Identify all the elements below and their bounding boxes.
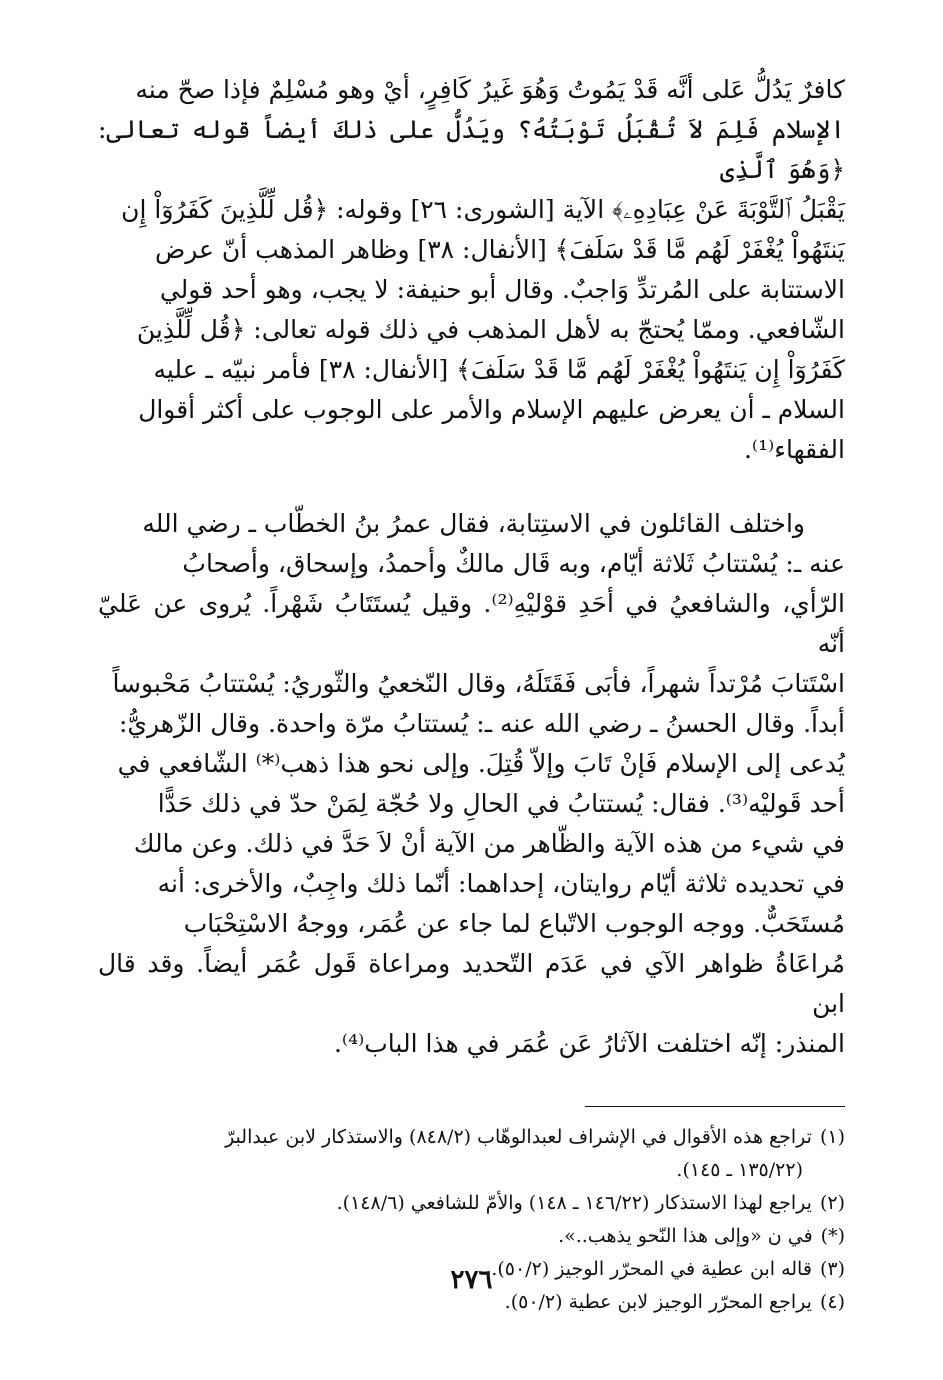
footnote-text: قاله ابن عطية في المحرّر الوجيز (٥٠/٢). — [491, 1258, 812, 1280]
text-line: مُستَحَبٌّ. ووجه الوجوب الاتّباع لما جاء عن عُمَر، ووجهُ الاسْتِحْبَاب — [183, 909, 845, 938]
text-line: المنذر: إنّه اختلفت الآثارُ عَن عُمَر في هذا الباب⁽⁴⁾. — [333, 1029, 845, 1058]
footnote-text: يراجع المحرّر الوجيز لابن عطية (٥٠/٢). — [504, 1291, 812, 1313]
text-line: في شيء من هذه الآية والظّاهر من الآية أنْ لاَ حَدَّ في ذلك. وعن مالك — [133, 829, 845, 858]
footnote-divider — [585, 1106, 845, 1107]
text-line: أحد قَوليْه⁽³⁾. فقال: يُستتابُ في الحالِ ولا حُجّة لِمَنْ حدّ في ذلك حَدًّا — [157, 789, 845, 818]
text-line: الإسلام فَلِمَ لاَ تُقْبَلُ تَوْبَتُهُ؟ ويَدُلُّ على ذلكَ أيضاً قوله تعالى: ﴿وَهُوَ ٱلَّذِى — [98, 115, 846, 184]
paragraph-1 — [98, 70, 845, 470]
footnote-1-continued: (١٣٥/٢٢ ـ ١٤٥). — [676, 1159, 803, 1181]
footnote-2 — [98, 1187, 845, 1220]
footnote-number: (١) — [819, 1126, 845, 1148]
footnote-text: يراجع لهذا الاستذكار (١٤٦/٢٢ ـ ١٤٨) والأمّ للشافعي (١٤٨/٦). — [336, 1192, 812, 1214]
footnote-star — [98, 1220, 845, 1253]
footnote-divider-wrap — [98, 1064, 845, 1121]
footnote-text: في ن «وإلى هذا النّحو يذهب..». — [558, 1225, 813, 1247]
text-line: الفقهاء⁽¹⁾. — [743, 435, 845, 464]
footnote-number: (٣) — [819, 1258, 845, 1280]
text-line: عنه ـ: يُسْتتابُ ثَلاثة أيّام، وبه قَال مالكٌ وأحمدُ، وإسحاق، وأصحابُ — [182, 549, 845, 578]
text-line: كَفَرُوٓاْ إِن يَنتَهُواْ يُغْفَرْ لَهُم مَّا قَدْ سَلَفَ﴾ [الأنفال: ٣٨] فأمر نبيّه ـ عليه — [153, 355, 845, 384]
footnote-number: (*) — [820, 1225, 845, 1247]
text-line: الاستتابة على المُرتدِّ وَاجبٌ. وقال أبو حنيفة: لا يجب، وهو أحد قولي — [159, 275, 845, 304]
paragraph-2 — [98, 504, 845, 1064]
text-line: الرّأي، والشافعيُ في أحَدِ قوْليْهِ⁽²⁾. وقيل يُستَتَابُ شَهْراً. يُروى عن عَليّ أنّه — [98, 589, 846, 658]
text-line: السلام ـ أن يعرض عليهم الإسلام والأمر على الوجوب على أكثر أقوال — [138, 395, 845, 424]
text-line: يَقْبَلُ ٱلتَّوْبَةَ عَنْ عِبَادِهِۦ﴾ الآية [الشورى: ٢٦] وقوله: ﴿قُل لِّلَّذِينَ كَفَرُوٓاْ إِن — [121, 195, 845, 224]
text-line: أبداً. وقال الحسنُ ـ رضي الله عنه ـ: يُستتابُ مرّة واحدة. وقال الزّهريُّ: — [119, 709, 845, 738]
text-line: الشّافعي. وممّا يُحتجّ به لأهل المذهب في ذلك قوله تعالى: ﴿قُل لِّلَّذِينَ — [136, 315, 845, 344]
footnote-number: (٤) — [819, 1291, 845, 1313]
paragraph-gap — [98, 470, 845, 504]
page-number: ٢٧٦ — [450, 1265, 493, 1295]
text-line: اسْتَتابَ مُرْتداً شهراً، فأبَى فَقَتَلَهُ، وقال النّخعيُ والثّوريُ: يُسْتتابُ مَحْبوساً — [112, 669, 845, 698]
text-line: مُراعَاةُ ظواهر الآي في عَدَم التّحديد ومراعاة قَول عُمَر أيضاً. وقد قال ابن — [98, 949, 845, 1018]
text-line: يُدعى إلى الإسلام فَإنْ تَابَ وإلاّ قُتِلَ. وإلى نحو هذا ذهب⁽*⁾ الشّافعي في — [117, 749, 845, 778]
footnote-1 — [98, 1121, 845, 1154]
text-line: واختلف القائلون في الاستِتابة، فقال عمرُ بنُ الخطّاب ـ رضي الله — [142, 509, 805, 538]
text-line: يَنتَهُواْ يُغْفَرْ لَهُم مَّا قَدْ سَلَفَ﴾ [الأنفال: ٣٨] وظاهر المذهب أنّ عرض — [155, 235, 845, 264]
footnote-text: تراجع هذه الأقوال في الإشراف لعبدالوهّاب (٨٤٨/٢) والاستذكار لابن عبدالبرّ — [225, 1126, 812, 1148]
footnote-number: (٢) — [819, 1192, 845, 1214]
text-line: في تحديده ثلاثة أيّام روايتان، إحداهما: أنّما ذلك واجِبٌ، والأخرى: أنه — [157, 869, 845, 898]
text-line: كافرٌ يَدُلُّ عَلى أنَّه قَدْ يَمُوتُ وَهُوَ غَيرُ كَافِرٍ، أيْ وهو مُسْلِمٌ فإذا صحّ منه — [135, 75, 845, 104]
